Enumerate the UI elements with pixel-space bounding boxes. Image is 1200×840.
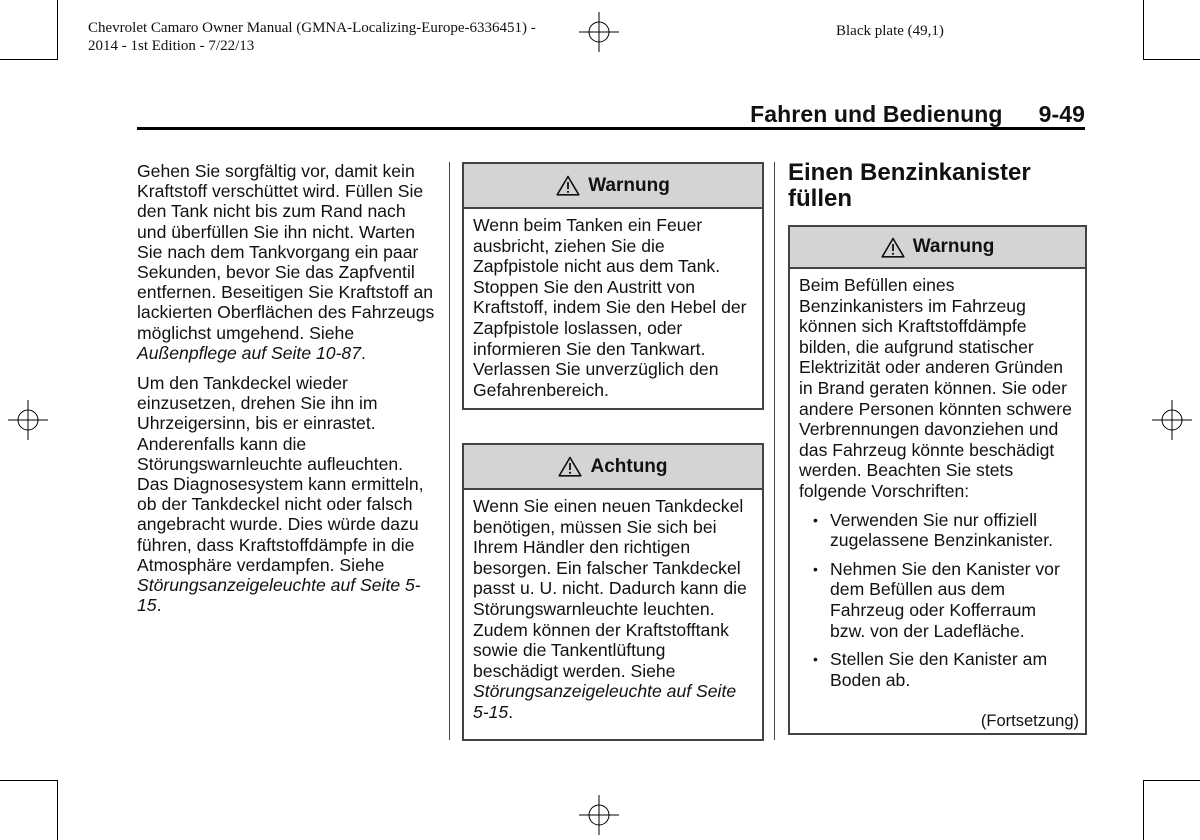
caution-title: Achtung	[590, 455, 668, 477]
warning-triangle-icon	[556, 175, 580, 196]
bullet-icon: •	[813, 511, 818, 528]
rules-list	[799, 510, 1076, 691]
caution-box-body: Wenn Sie einen neuen Tankdeckel benötigen, müssen Sie sich bei Ihrem Händler den richtigen besorgen. Ein falscher Tankdeckel passt u. U. nicht. Dadurch kann die Störungswarnleuchte leuchten. Zudem können der Kraftstofftank sowie die Tankentlüftung beschädigt werden. Siehe Störungsanzeigeleuchte auf Seite 5-15.	[473, 496, 747, 722]
cross-reference: Außenpflege auf Seite 10-87	[137, 342, 361, 363]
warning-box-header	[790, 227, 1085, 269]
print-header-title: Chevrolet Camaro Owner Manual (GMNA-Localizing-Europe-6336451) -	[88, 20, 536, 36]
print-header-plate: Black plate (49,1)	[836, 23, 944, 39]
list-item: • Stellen Sie den Kanister am Boden ab.	[799, 649, 1076, 690]
warning-box-body: Wenn beim Tanken ein Feuer ausbricht, ziehen Sie die Zapfpistole nicht aus dem Tank. Stoppen Sie den Austritt von Kraftstoff, indem Sie den Hebel der Zapfpistole loslassen, oder informieren Sie den Tankwart. Verlassen Sie unverzüglich den Gefahrenbereich.	[473, 215, 747, 400]
list-item: • Nehmen Sie den Kanister vor dem Befüllen aus dem Fahrzeug oder Kofferraum bzw. von der Ladefläche.	[799, 559, 1076, 641]
print-header	[88, 19, 536, 55]
chapter-title: Fahren und Bedienung	[750, 101, 1003, 127]
bullet-icon: •	[813, 560, 818, 577]
caution-box-fuel-cap	[462, 443, 764, 741]
column-1	[137, 161, 437, 615]
warning-box-canister	[788, 225, 1087, 735]
section-title: Einen Benzinkanister füllen	[788, 159, 1031, 212]
registration-mark-right	[1152, 400, 1192, 440]
warning-triangle-icon	[881, 237, 905, 258]
registration-mark-top	[579, 12, 619, 52]
registration-mark-left	[8, 400, 48, 440]
paragraph-fuel-cap: Um den Tankdeckel wieder einzusetzen, drehen Sie ihn im Uhrzeigersinn, bis er einrastet. Anderenfalls kann die Störungswarnleuchte aufleuchten. Das Diagnosesystem kann ermitteln, ob der Tankdeckel nicht oder falsch angebracht wurde. Dies würde dazu führen, dass Kraftstoffdämpfe in die Atmosphäre verdampfen. Siehe Störungsanzeigeleuchte auf Seite 5-15.	[137, 373, 424, 616]
print-header-edition: 2014 - 1st Edition - 7/22/13	[88, 38, 255, 54]
warning-box-body: Beim Befüllen eines Benzinkanisters im Fahrzeug können sich Kraftstoffdämpfe bilden, die aufgrund statischer Elektrizität oder anderen Gründen in Brand geraten können. Sie oder andere Personen könnten schwere Verbrennungen davonziehen und das Fahrzeug könnte beschädigt werden. Beachten Sie stets folgende Vorschriften: • Verwenden Sie nur offiziell zugelassene Benzinkanister. • Nehmen Sie den Kanister vor dem Befüllen aus dem Fahrzeug oder Kofferraum bzw. von der Ladefläche. • Stellen Sie den Kanister am Boden ab.	[790, 269, 1085, 690]
paragraph-refuel: Gehen Sie sorgfältig vor, damit kein Kraftstoff verschüttet wird. Füllen Sie den Tank nicht bis zum Rand nach und überfüllen Sie ihn nicht. Warten Sie nach dem Tankvorgang ein paar Sekunden, bevor Sie das Zapfventil entfernen. Beseitigen Sie Kraftstoff an lackierten Oberflächen des Fahrzeugs möglichst umgehend. Siehe Außenpflege auf Seite 10-87.	[137, 161, 435, 363]
continued-note: (Fortsetzung)	[980, 712, 1079, 730]
running-head	[750, 101, 1085, 128]
warning-box-header	[464, 164, 762, 209]
warning-title: Warnung	[912, 236, 995, 257]
page-number: 9-49	[1038, 101, 1085, 127]
bullet-icon: •	[813, 651, 818, 668]
cross-reference: Störungsanzeigeleuchte auf Seite 5-15	[473, 681, 737, 722]
list-item: • Verwenden Sie nur offiziell zugelassene Benzinkanister.	[799, 510, 1076, 551]
caution-box-header	[464, 445, 762, 490]
column-divider-right	[774, 162, 775, 740]
cross-reference: Störungsanzeigeleuchte auf Seite 5-15	[137, 575, 421, 616]
warning-triangle-icon	[558, 456, 582, 477]
registration-mark-bottom	[579, 795, 619, 835]
column-divider-left	[449, 162, 450, 740]
warning-box-fire	[462, 162, 764, 410]
warning-title: Warnung	[588, 174, 670, 196]
header-rule	[137, 127, 1085, 130]
